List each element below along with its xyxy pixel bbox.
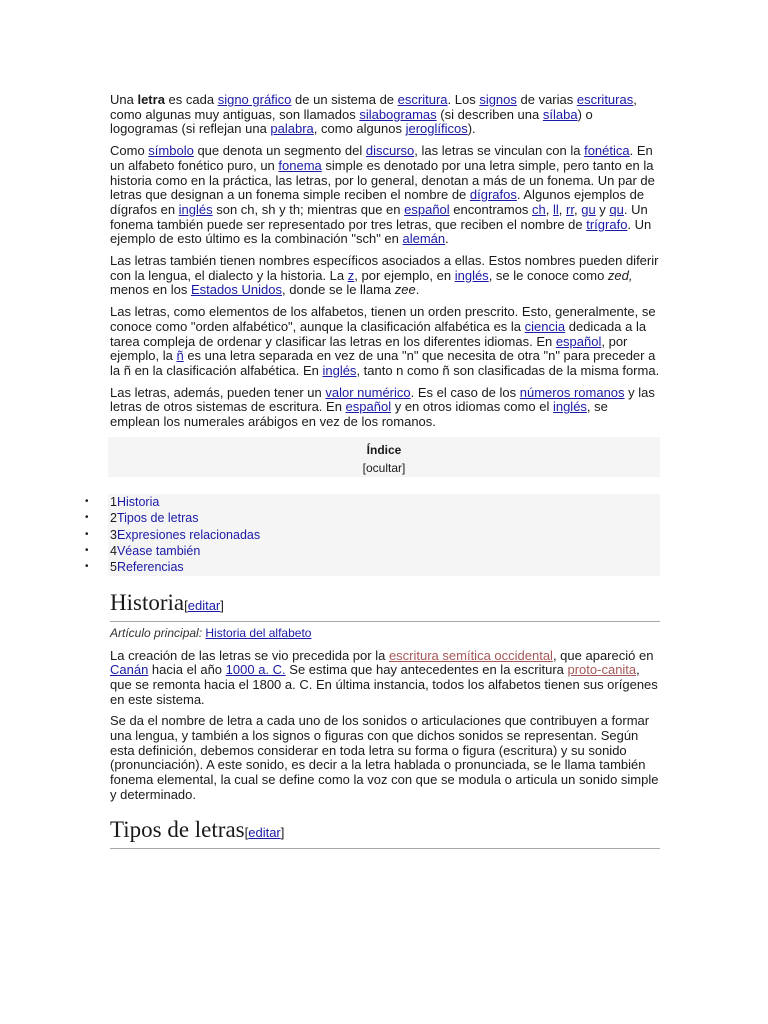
link-escrituras[interactable]: escrituras <box>576 92 634 107</box>
toc-title: Índice <box>366 442 402 457</box>
link-jeroglificos[interactable]: jeroglíficos <box>405 121 468 137</box>
link-ciencia[interactable]: ciencia <box>524 318 566 334</box>
intro-paragraph-4: Las letras, como elementos de los alfabetos, tienen un orden prescrito. Esto, generalmente, se conoce como "orden alfabético", aunque la clasificación alfabética es la ciencia dedicada a la tarea compleja de ordenar y clasificar las letras en los diferentes idiomas. En español, por ejemplo, la ñ es una letra separada en vez de una "n" que necesita de otra "n" para preceder a la ñ en la clasificación alfabética. En inglés, tanto n como ñ son clasificadas de la misma forma. <box>110 304 660 378</box>
link-signo-grafico[interactable]: signo gráfico <box>217 92 292 107</box>
link-palabra[interactable]: palabra <box>270 121 314 137</box>
italic-term: zed, <box>607 267 633 283</box>
link-z[interactable]: z <box>347 267 355 283</box>
link-ll[interactable]: ll <box>553 201 559 217</box>
link-silabogramas[interactable]: silabogramas <box>359 106 437 122</box>
link-estados-unidos[interactable]: Estados Unidos <box>190 282 282 298</box>
toc-link-expresiones[interactable]: Expresiones relacionadas <box>116 527 261 542</box>
link-rr[interactable]: rr <box>566 201 574 217</box>
toc-link-referencias[interactable]: Referencias <box>116 560 184 575</box>
link-aleman[interactable]: alemán <box>402 231 446 247</box>
bullet-icon: • <box>85 495 89 507</box>
link-historia-del-alfabeto[interactable]: Historia del alfabeto <box>205 625 312 640</box>
link-espanol[interactable]: español <box>345 399 392 415</box>
link-valor-numerico[interactable]: valor numérico <box>325 384 411 400</box>
toc-list <box>85 494 660 576</box>
link-espanol[interactable]: español <box>555 333 602 349</box>
link-canan[interactable]: Canán <box>110 662 149 678</box>
toc-header <box>108 437 660 477</box>
edit-section: [editar] <box>244 824 285 840</box>
article-body <box>85 92 660 849</box>
hatnote-label: Artículo principal: <box>110 625 203 640</box>
toc-item[interactable] <box>85 494 660 510</box>
toc-item[interactable] <box>85 559 660 575</box>
toc-link-historia[interactable]: Historia <box>116 494 160 509</box>
toc-item[interactable] <box>85 543 660 559</box>
section-heading-historia <box>110 590 660 622</box>
link-ch[interactable]: ch <box>532 201 546 217</box>
toc-item-number: 5 <box>110 560 117 575</box>
section-heading-tipos <box>110 817 660 849</box>
heading-text: Historia <box>110 589 185 615</box>
link-ingles[interactable]: inglés <box>178 201 213 217</box>
link-fonema[interactable]: fonema <box>278 157 322 173</box>
intro-paragraph-5: Las letras, además, pueden tener un valor numérico. Es el caso de los números romanos y las letras de otros sistemas de escritura. En español y en otros idiomas como el inglés, se emplean los numerales arábigos en vez de los romanos. <box>110 384 655 430</box>
intro-paragraph-2: Como símbolo que denota un segmento del discurso, las letras se vinculan con la fonética. En un alfabeto fonético puro, un fonema simple es denotado por una letra simple, pero tanto en la historia como en la práctica, las letras, por lo general, denotan a más de un fonema. Un par de letras que designan a un fonema simple reciben el nombre de dígrafos. Algunos ejemplos de dígrafos en inglés son ch, sh y th; mientras que en español encontramos ch, ll, rr, gu y qu. Un fonema también puede ser representado por tres letras, que reciben el nombre de trígrafo. Un ejemplo de esto último es la combinación "sch" en alemán. <box>110 143 655 247</box>
link-signos[interactable]: signos <box>479 92 517 107</box>
link-qu[interactable]: qu <box>609 201 624 217</box>
toc-link-tipos-de-letras[interactable]: Tipos de letras <box>116 511 199 526</box>
link-numeros-romanos[interactable]: números romanos <box>519 384 625 400</box>
toc-hide-toggle[interactable]: [ocultar] <box>362 460 406 475</box>
link-simbolo[interactable]: símbolo <box>148 143 194 159</box>
toc-link-vease-tambien[interactable]: Véase también <box>116 543 201 558</box>
toc-item-number: 2 <box>110 511 117 526</box>
toc-item-number: 3 <box>110 527 117 542</box>
hatnote <box>110 626 660 641</box>
link-silaba[interactable]: sílaba <box>542 106 578 122</box>
bullet-icon: • <box>85 544 89 556</box>
link-discurso[interactable]: discurso <box>365 143 415 159</box>
link-ingles[interactable]: inglés <box>454 267 489 283</box>
link-ingles[interactable]: inglés <box>322 362 357 378</box>
edit-section: [editar] <box>184 597 224 613</box>
intro-paragraph-1: Una letra es cada signo gráfico de un sistema de escritura. Los signos de varias escrituras, como algunas muy antiguas, son llamados silabogramas (si describen una sílaba) o logogramas (si reflejan una palabra, como algunos jeroglíficos). <box>110 92 637 137</box>
link-trigrafo[interactable]: trígrafo <box>586 216 628 232</box>
link-fonetica[interactable]: fonética <box>584 143 630 159</box>
link-ingles[interactable]: inglés <box>552 399 587 415</box>
link-digrafos[interactable]: dígrafos <box>469 187 517 203</box>
edit-link[interactable]: editar <box>248 824 281 840</box>
historia-paragraph-2: Se da el nombre de letra a cada uno de los sonidos o articulaciones que contribuyen a formar una lengua, y también a los signos o figuras con que dichos sonidos se representan. Según esta definición, debemos considerar en toda letra su forma o figura (escritura) y su sonido (pronunciación). A este sonido, es decir a la letra hablada o pronunciada, se le llama también fonema elemental, la cual se define como la voz con que se modula o articula un sonido simple y determinado. <box>110 713 659 802</box>
link-1000-ac[interactable]: 1000 a. C. <box>225 662 286 678</box>
historia-paragraph-1: La creación de las letras se vio precedida por la escritura semítica occidental, que apareció en Canán hacia el año 1000 a. C. Se estima que hay antecedentes en la escritura proto-canita, que se remonta hacia el 1800 a. C. En última instancia, todos los alfabetos tienen sus orígenes en este sistema. <box>110 647 658 707</box>
link-escritura[interactable]: escritura <box>397 92 448 107</box>
bullet-icon: • <box>85 561 89 573</box>
toc-item[interactable] <box>85 510 660 526</box>
link-proto-canita[interactable]: proto-canita <box>567 662 637 678</box>
bullet-icon: • <box>85 512 89 524</box>
toc-item-number: 4 <box>110 543 117 558</box>
intro-paragraph-3: Las letras también tienen nombres específicos asociados a ellas. Estos nombres pueden diferir con la lengua, el dialecto y la historia. La z, por ejemplo, en inglés, se le conoce como zed, menos en los Estados Unidos, donde se le llama zee. <box>110 253 659 298</box>
heading-text: Tipos de letras <box>110 816 245 842</box>
toc-item-number: 1 <box>110 494 117 509</box>
bold-term: letra <box>137 92 165 107</box>
edit-link[interactable]: editar <box>187 597 221 613</box>
link-enie[interactable]: ñ <box>176 348 184 364</box>
link-escritura-semitica[interactable]: escritura semítica occidental <box>388 647 553 663</box>
toc-item[interactable] <box>85 527 660 543</box>
link-espanol[interactable]: español <box>404 201 450 217</box>
bullet-icon: • <box>85 528 89 540</box>
link-gu[interactable]: gu <box>581 201 596 217</box>
italic-term: zee <box>394 282 416 298</box>
